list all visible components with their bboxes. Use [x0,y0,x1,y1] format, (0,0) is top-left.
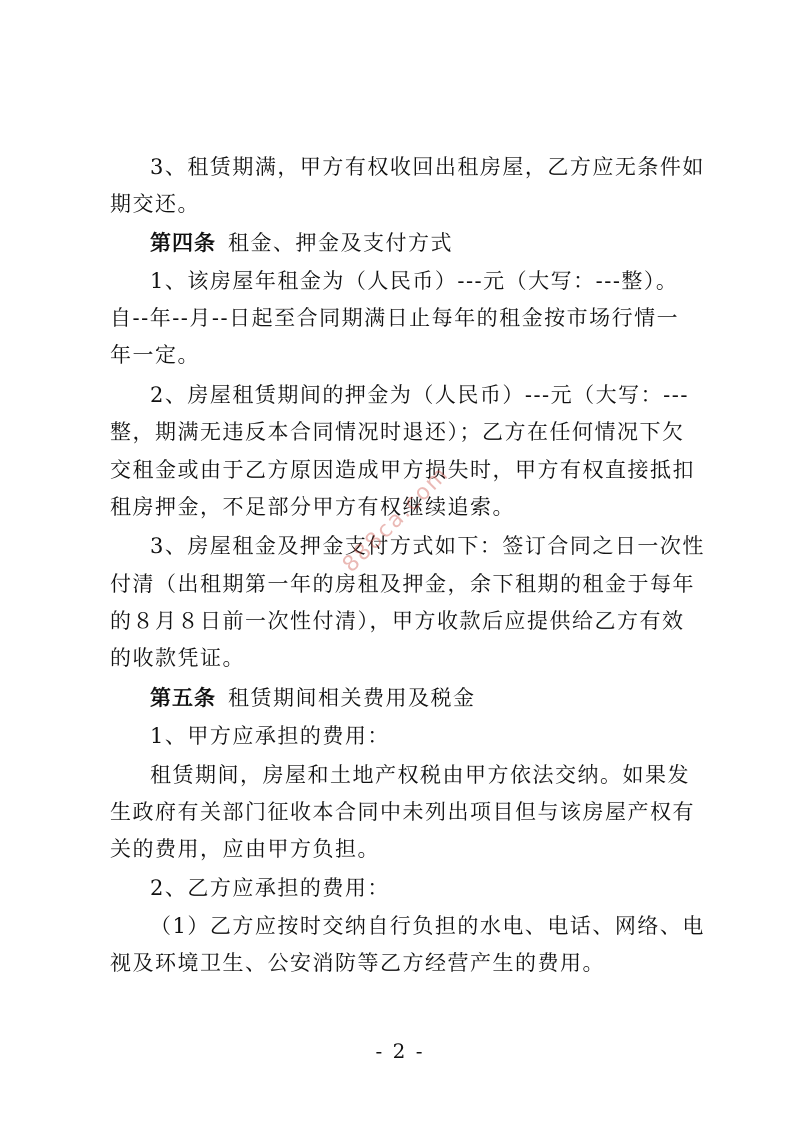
paragraph-line: 1、该房屋年租金为（人民币）---元（大写：---整）。 [150,269,679,293]
paragraph-line: （1）乙方应按时交纳自行负担的水电、电话、网络、电 [150,914,705,938]
paragraph-line: 关的费用，应由甲方负担。 [110,837,380,861]
paragraph-line: 的收款凭证。 [110,646,245,670]
page-number: - 2 - [375,1039,425,1063]
paragraph-line: 自--年--月--日起至合同期满日止每年的租金按市场行情一 [110,306,680,330]
article-4-title: 租金、押金及支付方式 [228,231,453,255]
paragraph-line: 的８月８日前一次性付清），甲方收款后应提供给乙方有效 [110,609,685,633]
paragraph-line: 期交还。 [110,192,200,216]
article-5-label: 第五条 [150,686,216,710]
article-5-title: 租赁期间相关费用及税金 [228,686,476,710]
paragraph-line: 交租金或由于乙方原因造成甲方损失时，甲方有权直接抵扣 [110,458,695,482]
paragraph-line: 2、房屋租赁期间的押金为（人民币）---元（大写：--- [150,383,689,407]
paragraph-line: 付清（出租期第一年的房租及押金，余下租期的租金于每年 [110,572,695,596]
paragraph-line: 租赁期间，房屋和土地产权税由甲方依法交纳。如果发 [150,763,690,787]
article-4-heading [150,228,453,258]
paragraph-line: 生政府有关部门征收本合同中未列出项目但与该房屋产权有 [110,800,695,824]
paragraph-line: 3、租赁期满，甲方有权收回出租房屋，乙方应无条件如 [150,155,705,179]
paragraph-line: 年一定。 [110,343,200,367]
article-5-heading [150,683,476,713]
watermark: 888ca.com [338,461,455,578]
paragraph-line: 2、乙方应承担的费用： [150,876,390,900]
paragraph-line: 3、房屋租金及押金支付方式如下：签订合同之日一次性 [150,534,705,558]
paragraph-line: 1、甲方应承担的费用： [150,724,390,748]
article-4-label: 第四条 [150,231,216,255]
paragraph-line: 整，期满无违反本合同情况时退还）；乙方在任何情况下欠 [110,420,685,444]
paragraph-line: 视及环境卫生、公安消防等乙方经营产生的费用。 [110,951,605,975]
paragraph-line: 租房押金，不足部分甲方有权继续追索。 [110,495,515,519]
